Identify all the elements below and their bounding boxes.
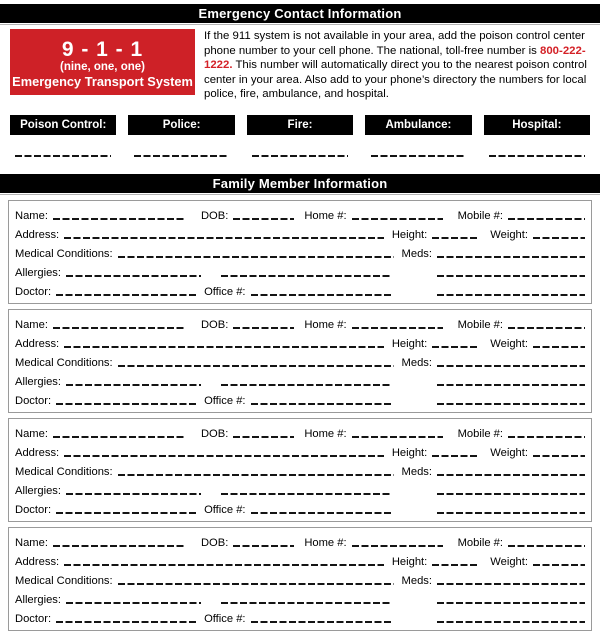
office-phone-input-line[interactable]: [251, 512, 392, 514]
member-row-allergies: [15, 479, 585, 498]
meds-label: Meds:: [401, 465, 432, 478]
address-label: Address:: [15, 228, 60, 241]
ambulance-input-line[interactable]: [371, 155, 467, 157]
poison-control-input-cell: [10, 135, 116, 157]
member-row-medical: [15, 242, 585, 261]
911-caption: Emergency Transport System: [12, 73, 193, 89]
mobile-phone-input-line[interactable]: [508, 327, 585, 329]
home-phone-label: Home #:: [304, 427, 347, 440]
allergies-input-line[interactable]: [66, 384, 201, 386]
meds-continued-input-line[interactable]: [437, 493, 585, 495]
doctor-label: Doctor:: [15, 285, 52, 298]
poison-control-input-line[interactable]: [15, 155, 111, 157]
fire-label: Fire:: [247, 115, 353, 135]
member-row-address: [15, 441, 585, 460]
office-phone-label: Office #:: [204, 394, 246, 407]
family-member-block: [8, 309, 592, 413]
family-member-block: [8, 200, 592, 304]
member-row-medical: [15, 569, 585, 588]
911-number: 9 - 1 - 1: [61, 37, 144, 61]
height-input-line[interactable]: [432, 237, 478, 239]
medical-conditions-input-line[interactable]: [118, 256, 394, 258]
home-phone-label: Home #:: [304, 318, 347, 331]
name-label: Name:: [15, 536, 48, 549]
header-rule: [0, 24, 600, 25]
emergency-contacts-label-row: [10, 115, 590, 135]
meds-label: Meds:: [401, 356, 432, 369]
height-label: Height:: [391, 228, 428, 241]
medical-conditions-label: Medical Conditions:: [15, 465, 113, 478]
family-member-block: [8, 527, 592, 631]
family-member-list: [0, 200, 600, 631]
allergies-label: Allergies:: [15, 593, 62, 606]
dob-label: DOB:: [200, 427, 229, 440]
hospital-input-cell: [484, 135, 590, 157]
address-label: Address:: [15, 337, 60, 350]
medical-conditions-label: Medical Conditions:: [15, 574, 113, 587]
police-input-line[interactable]: [134, 155, 230, 157]
mobile-phone-label: Mobile #:: [457, 536, 503, 549]
meds-continued-input-line-2[interactable]: [437, 294, 585, 296]
member-row-doctor: [15, 498, 585, 517]
weight-label: Weight:: [490, 228, 528, 241]
height-input-line[interactable]: [432, 346, 478, 348]
member-row-identity: [15, 313, 585, 332]
height-input-line[interactable]: [432, 564, 478, 566]
instructions-text-before: If the 911 system is not available in your area, add the poison control center phone number to your cell phone. The national, toll-free number is: [204, 30, 585, 57]
allergies-input-line[interactable]: [66, 493, 201, 495]
ambulance-label: Ambulance:: [365, 115, 471, 135]
poison-control-instructions: [195, 29, 590, 102]
office-phone-label: Office #:: [204, 503, 246, 516]
allergies-continued-input-line[interactable]: [221, 384, 392, 386]
fire-input-cell: [247, 135, 353, 157]
medical-conditions-label: Medical Conditions:: [15, 247, 113, 260]
police-input-cell: [128, 135, 234, 157]
ambulance-input-cell: [365, 135, 471, 157]
member-row-identity: [15, 422, 585, 441]
fire-input-line[interactable]: [252, 155, 348, 157]
dob-label: DOB:: [200, 318, 229, 331]
medical-conditions-input-line[interactable]: [118, 583, 394, 585]
member-row-doctor: [15, 607, 585, 626]
allergies-input-line[interactable]: [66, 602, 201, 604]
name-input-line[interactable]: [53, 436, 186, 438]
emergency-contacts-writein-row: [10, 135, 590, 157]
home-phone-input-line[interactable]: [352, 218, 443, 220]
doctor-input-line[interactable]: [56, 403, 196, 405]
name-input-line[interactable]: [53, 545, 186, 547]
meds-continued-input-line[interactable]: [437, 275, 585, 277]
dob-label: DOB:: [200, 536, 229, 549]
member-row-allergies: [15, 370, 585, 389]
weight-input-line[interactable]: [533, 564, 585, 566]
home-phone-input-line[interactable]: [352, 436, 443, 438]
doctor-label: Doctor:: [15, 612, 52, 625]
member-row-identity: [15, 531, 585, 550]
doctor-label: Doctor:: [15, 394, 52, 407]
home-phone-input-line[interactable]: [352, 545, 443, 547]
name-label: Name:: [15, 209, 48, 222]
allergies-input-line[interactable]: [66, 275, 201, 277]
doctor-label: Doctor:: [15, 503, 52, 516]
member-row-doctor: [15, 389, 585, 408]
weight-input-line[interactable]: [533, 346, 585, 348]
name-input-line[interactable]: [53, 327, 186, 329]
family-header-rule: [0, 194, 600, 195]
dob-label: DOB:: [200, 209, 229, 222]
hospital-input-line[interactable]: [489, 155, 585, 157]
member-row-allergies: [15, 261, 585, 280]
allergies-label: Allergies:: [15, 484, 62, 497]
home-phone-input-line[interactable]: [352, 327, 443, 329]
meds-input-line[interactable]: [437, 365, 585, 367]
office-phone-input-line[interactable]: [251, 294, 392, 296]
911-badge: [10, 29, 195, 95]
dob-input-line[interactable]: [233, 218, 294, 220]
allergies-continued-input-line[interactable]: [221, 493, 392, 495]
member-row-address: [15, 223, 585, 242]
poison-control-label: Poison Control:: [10, 115, 116, 135]
911-spelled-out: (nine, one, one): [60, 60, 145, 73]
hospital-label: Hospital:: [484, 115, 590, 135]
address-input-line[interactable]: [64, 564, 384, 566]
address-label: Address:: [15, 555, 60, 568]
meds-continued-input-line[interactable]: [437, 384, 585, 386]
emergency-contact-header: Emergency Contact Information: [0, 4, 600, 23]
section-gap: [0, 157, 600, 174]
allergies-label: Allergies:: [15, 266, 62, 279]
name-label: Name:: [15, 318, 48, 331]
mobile-phone-label: Mobile #:: [457, 209, 503, 222]
office-phone-label: Office #:: [204, 285, 246, 298]
member-row-doctor: [15, 280, 585, 299]
weight-label: Weight:: [490, 446, 528, 459]
office-phone-label: Office #:: [204, 612, 246, 625]
weight-input-line[interactable]: [533, 455, 585, 457]
family-member-header: Family Member Information: [0, 174, 600, 193]
address-input-line[interactable]: [64, 346, 384, 348]
poison-control-phone-number: 800-222-1222.: [204, 44, 586, 72]
meds-label: Meds:: [401, 247, 432, 260]
meds-label: Meds:: [401, 574, 432, 587]
medical-conditions-input-line[interactable]: [118, 365, 394, 367]
member-row-address: [15, 550, 585, 569]
meds-input-line[interactable]: [437, 474, 585, 476]
allergies-label: Allergies:: [15, 375, 62, 388]
height-label: Height:: [391, 555, 428, 568]
member-row-medical: [15, 460, 585, 479]
instructions-text-after: This number will automatically direct you to the nearest poison control center in your area. Also add to your phone’s directory the numbers for local police, fire, ambulance, and hospital.: [204, 59, 587, 101]
medical-conditions-input-line[interactable]: [118, 474, 394, 476]
member-row-address: [15, 332, 585, 351]
mobile-phone-label: Mobile #:: [457, 318, 503, 331]
meds-continued-input-line[interactable]: [437, 602, 585, 604]
home-phone-label: Home #:: [304, 536, 347, 549]
member-row-medical: [15, 351, 585, 370]
meds-input-line[interactable]: [437, 256, 585, 258]
meds-continued-input-line-2[interactable]: [437, 403, 585, 405]
medical-conditions-label: Medical Conditions:: [15, 356, 113, 369]
mobile-phone-label: Mobile #:: [457, 427, 503, 440]
dob-input-line[interactable]: [233, 545, 294, 547]
mobile-phone-input-line[interactable]: [508, 436, 585, 438]
meds-continued-input-line-2[interactable]: [437, 512, 585, 514]
office-phone-input-line[interactable]: [251, 403, 392, 405]
allergies-continued-input-line[interactable]: [221, 275, 392, 277]
weight-label: Weight:: [490, 337, 528, 350]
address-input-line[interactable]: [64, 455, 384, 457]
meds-input-line[interactable]: [437, 583, 585, 585]
weight-label: Weight:: [490, 555, 528, 568]
home-phone-label: Home #:: [304, 209, 347, 222]
doctor-input-line[interactable]: [56, 294, 196, 296]
height-input-line[interactable]: [432, 455, 478, 457]
address-label: Address:: [15, 446, 60, 459]
dob-input-line[interactable]: [233, 436, 294, 438]
address-input-line[interactable]: [64, 237, 384, 239]
dob-input-line[interactable]: [233, 327, 294, 329]
doctor-input-line[interactable]: [56, 512, 196, 514]
mobile-phone-input-line[interactable]: [508, 545, 585, 547]
family-member-block: [8, 418, 592, 522]
allergies-continued-input-line[interactable]: [221, 602, 392, 604]
member-row-allergies: [15, 588, 585, 607]
weight-input-line[interactable]: [533, 237, 585, 239]
police-label: Police:: [128, 115, 234, 135]
intro-section: [10, 29, 590, 102]
name-label: Name:: [15, 427, 48, 440]
height-label: Height:: [391, 446, 428, 459]
name-input-line[interactable]: [53, 218, 186, 220]
member-row-identity: [15, 204, 585, 223]
height-label: Height:: [391, 337, 428, 350]
mobile-phone-input-line[interactable]: [508, 218, 585, 220]
